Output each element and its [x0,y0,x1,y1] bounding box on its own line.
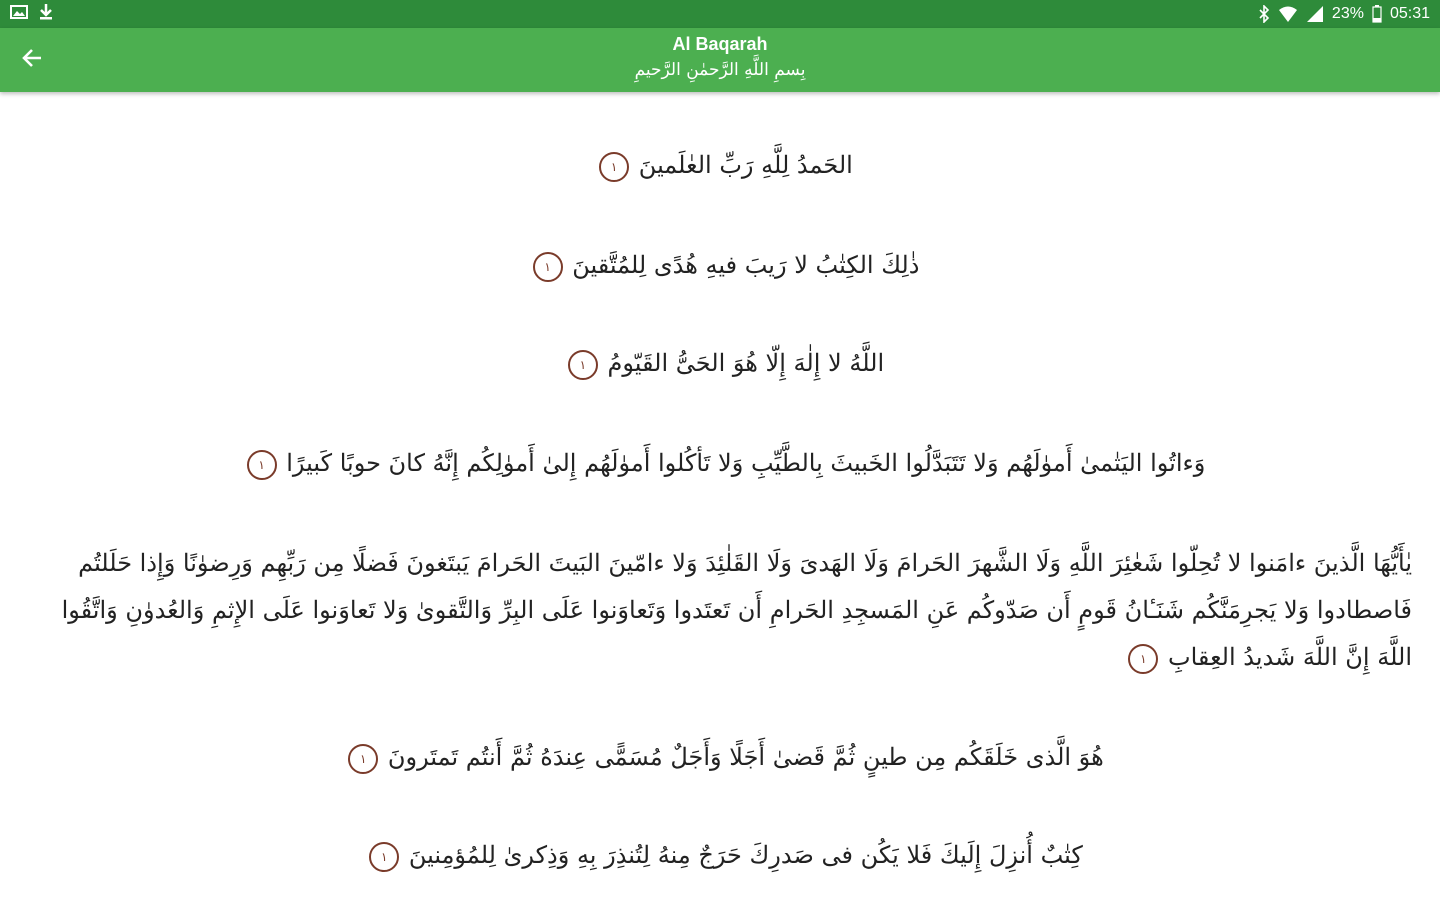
verse-text: الحَمدُ لِلَّهِ رَبِّ العٰلَمينَ [638,151,853,179]
ayah-marker: ١ [568,350,598,380]
ayah-marker: ١ [348,744,378,774]
verse-item[interactable] [40,440,1412,487]
page-title: Al Baqarah [672,34,768,54]
download-icon [38,3,54,26]
verse-text: يٰأَيُّهَا الَّذينَ ءامَنوا لا تُحِلّوا شَعٰئِرَ اللَّهِ وَلَا الشَّهرَ الحَرامَ وَلَا الهَدىَ وَلَا القَلٰئِدَ وَلا ءامّينَ البَيتَ الحَرامَ يَبتَغونَ فَضلًا مِن رَبِّهِم وَرِضوٰنًا وَإِذا حَلَلتُم فَاصطادوا وَلا يَجرِمَنَّكُم شَنَـٔانُ قَومٍ أَن صَدّوكُم عَنِ المَسجِدِ الحَرامِ أَن تَعتَدوا وَتَعاوَنوا عَلَى البِرِّ وَالتَّقوىٰ وَلا تَعاوَنوا عَلَى الإِثمِ وَالعُدوٰنِ وَاتَّقُوا اللَّهَ إِنَّ اللَّهَ شَديدُ العِقابِ [61,549,1412,671]
ayah-marker: ١ [369,842,399,872]
signal-icon [1306,5,1324,23]
verse-text: هُوَ الَّذى خَلَقَكُم مِن طينٍ ثُمَّ قَضىٰ أَجَلًا وَأَجَلٌ مُسَمًّى عِندَهُ ثُمَّ أَنتُم تَمتَرونَ [387,743,1104,771]
verse-item[interactable] [40,242,1412,289]
status-bar [0,0,1440,28]
verse-item[interactable] [40,142,1412,189]
app-titles [0,32,1440,84]
verse-list[interactable] [0,92,1440,900]
battery-icon [1372,5,1382,23]
verse-text: اللَّهُ لا إِلٰهَ إِلّا هُوَ الحَىُّ القَيّومُ [607,349,885,377]
clock: 05:31 [1389,5,1430,22]
status-right [1258,5,1430,23]
ayah-marker: ١ [1128,644,1158,674]
wifi-icon [1278,5,1298,23]
verse-item[interactable] [40,832,1412,879]
ayah-marker: ١ [247,450,277,480]
image-icon [10,4,28,25]
verse-text: وَءاتُوا اليَتٰمىٰ أَموٰلَهُم وَلا تَتَبَدَّلُوا الخَبيثَ بِالطَّيِّبِ وَلا تَأكُلوا أَموٰلَهُم إِلىٰ أَموٰلِكُم إِنَّهُ كانَ حوبًا كَبيرًا [286,449,1206,477]
app-bar [0,28,1440,92]
verse-item[interactable] [40,540,1412,681]
verse-text: كِتٰبٌ أُنزِلَ إِلَيكَ فَلا يَكُن فى صَدرِكَ حَرَجٌ مِنهُ لِتُنذِرَ بِهِ وَذِكرىٰ لِلمُؤمِنينَ [408,841,1083,869]
verse-text: ذٰلِكَ الكِتٰبُ لا رَيبَ فيهِ هُدًى لِلمُتَّقينَ [572,251,920,279]
ayah-marker: ١ [599,152,629,182]
bluetooth-icon [1258,5,1270,23]
ayah-marker: ١ [533,252,563,282]
status-left [10,3,54,26]
verse-item[interactable] [40,340,1412,387]
page-subtitle: بِسمِ اللَّهِ الرَّحمٰنِ الرَّحيمِ [634,60,806,80]
battery-level: 23% [1331,5,1364,22]
verse-item[interactable] [40,734,1412,781]
